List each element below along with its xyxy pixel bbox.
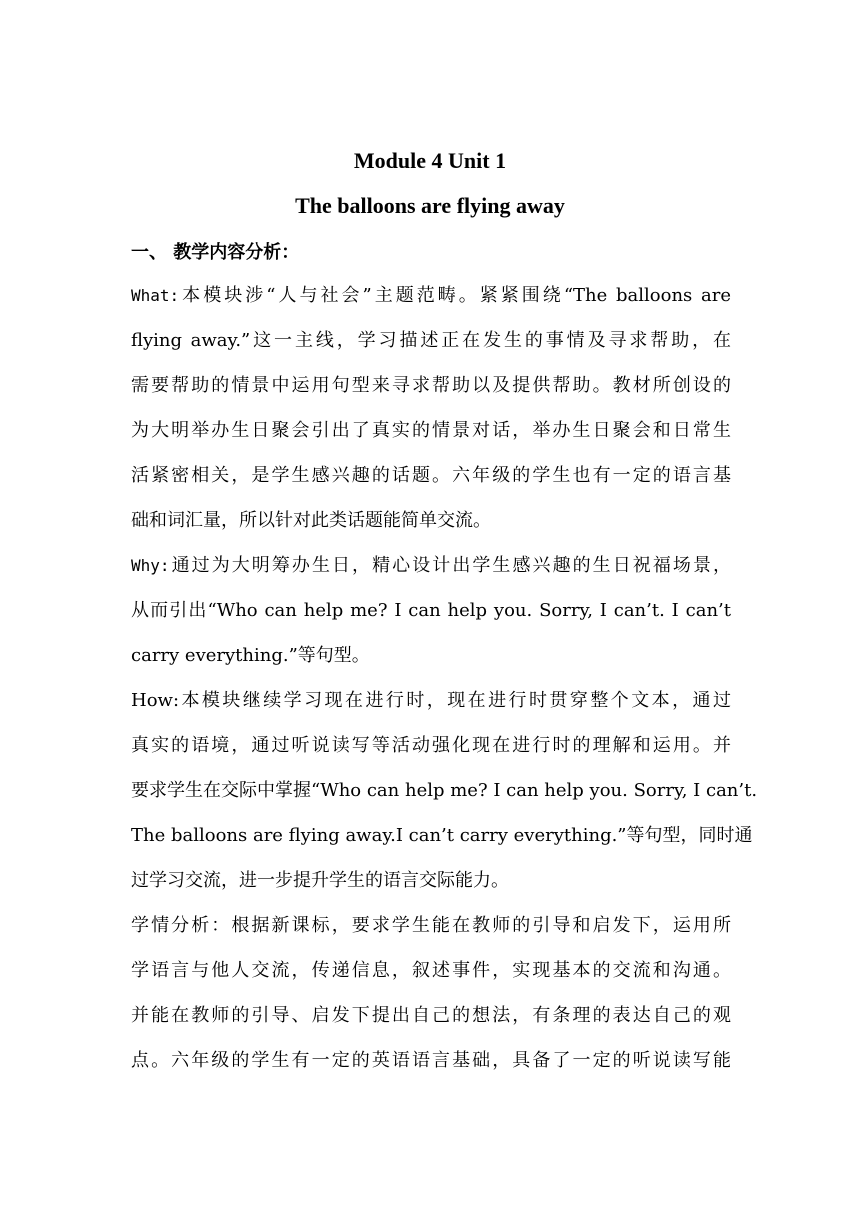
paragraph-line: 学语言与他人交流，传递信息，叙述事件，实现基本的交流和沟通。 [131,960,731,981]
paragraph-line: How:本模块继续学习现在进行时，现在进行时贯穿整个文本，通过 [131,690,731,711]
section-heading: 一、 教学内容分析： [131,242,300,263]
paragraph-line: 活紧密相关，是学生感兴趣的话题。六年级的学生也有一定的语言基 [131,465,731,486]
paragraph-line: 为大明举办生日聚会引出了真实的情景对话，举办生日聚会和日常生 [131,420,731,441]
paragraph-line: 并能在教师的引导、启发下提出自己的想法，有条理的表达自己的观 [131,1005,731,1026]
paragraph-line: 点。六年级的学生有一定的英语语言基础，具备了一定的听说读写能 [131,1050,731,1071]
paragraph-line [131,280,731,312]
line-prefix: What: [131,286,180,305]
paragraph-line: flying away.”这一主线，学习描述正在发生的事情及寻求帮助，在 [131,330,731,351]
paragraph-line: The balloons are flying away.I can’t carry everything.”等句型，同时通 [131,825,753,846]
paragraph-line: 学情分析：根据新课标，要求学生能在教师的引导和启发下，运用所 [131,915,731,936]
paragraph-line: carry everything.”等句型。 [131,645,370,666]
line-text: 本模块涉“人与社会”主题范畴。紧紧围绕“The balloons are [179,285,731,306]
paragraph-line: 需要帮助的情景中运用句型来寻求帮助以及提供帮助。教材所创设的 [131,375,731,396]
document-subtitle: The balloons are flying away [295,193,565,218]
document-title: Module 4 Unit 1 [353,148,507,173]
line-text: 通过为大明筹办生日，精心设计出学生感兴趣的生日祝福场景， [169,555,731,576]
paragraph-line: 从而引出“Who can help me? I can help you. Sorry, I can’t. I can’t [131,600,731,621]
line-prefix: Why: [131,556,170,575]
paragraph-line: 要求学生在交际中掌握“Who can help me? I can help you. Sorry, I can’t. [131,780,758,801]
paragraph-line: 础和词汇量，所以针对此类话题能简单交流。 [131,510,491,531]
paragraph-line: 真实的语境，通过听说读写等活动强化现在进行时的理解和运用。并 [131,735,731,756]
paragraph-line: 过学习交流，进一步提升学生的语言交际能力。 [131,870,509,891]
paragraph-line [131,550,731,582]
